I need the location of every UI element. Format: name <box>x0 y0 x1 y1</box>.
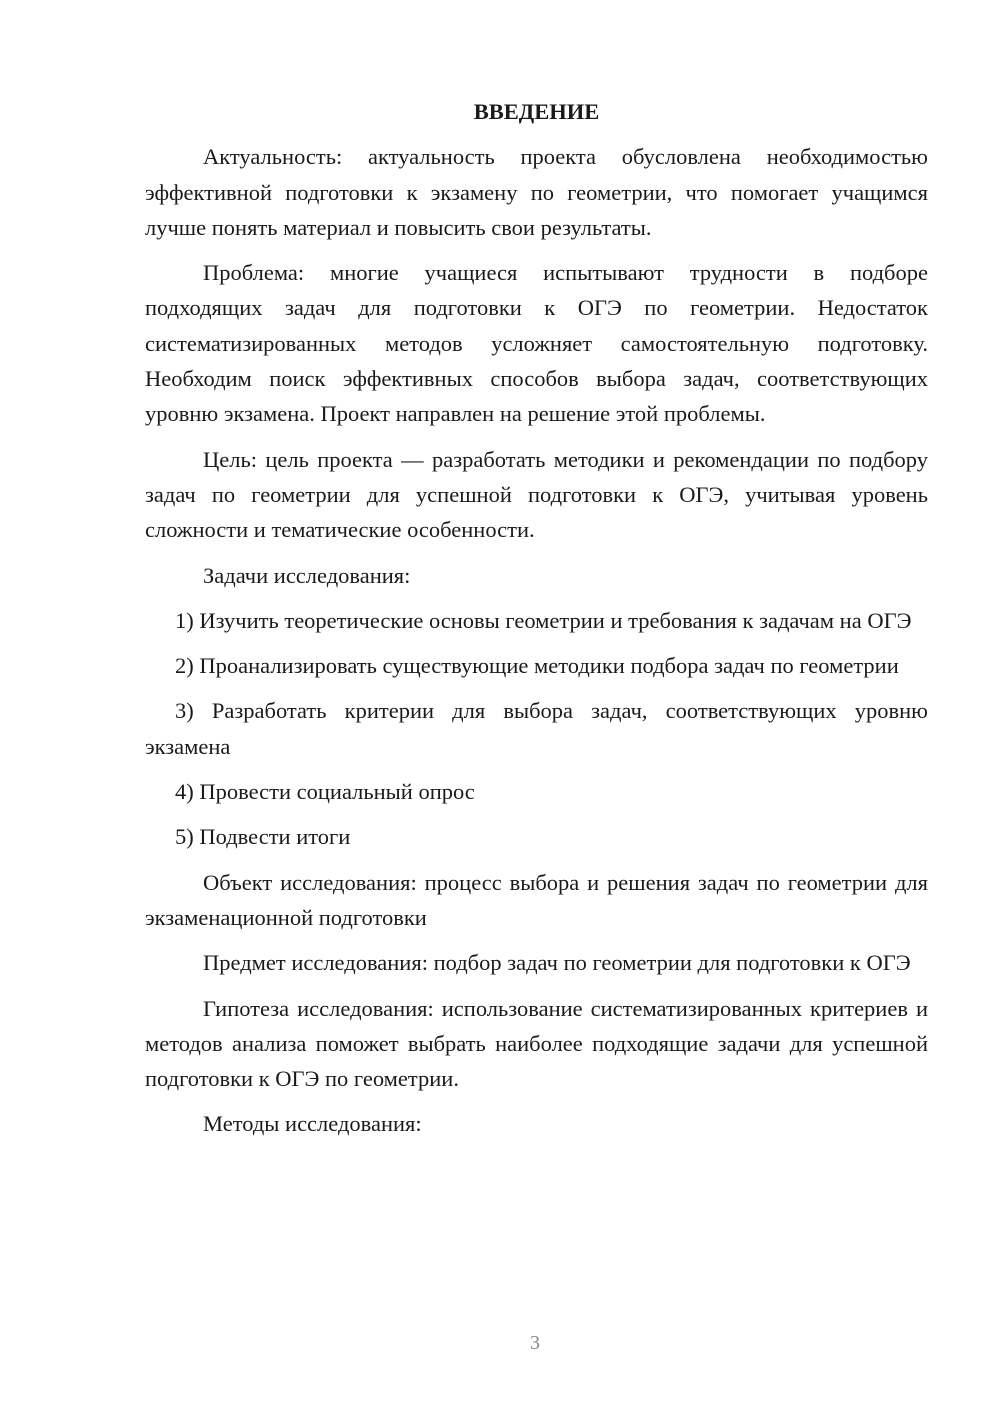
paragraph-problem: Проблема: многие учащиеся испытывают трудности в подборе подходящих задач для подготовки к ОГЭ по геометрии. Недостаток систематизированных методов усложняет самостоятельную подготовку. Необходим поиск эффективных способов выбора задач, соответствующих уровню экзамена. Проект направлен на решение этой проблемы. <box>145 260 928 427</box>
paragraph-relevance: Актуальность: актуальность проекта обусловлена необходимостью эффективной подготовки к экзамену по геометрии, что помогает учащимся лучше понять материал и повысить свои результаты. <box>145 144 928 240</box>
list-item-task-2: 2) Проанализировать существующие методики подбора задач по геометрии <box>175 653 899 679</box>
paragraph-hypothesis: Гипотеза исследования: использование систематизированных критериев и методов анализа поможет выбрать наиболее подходящие задачи для успешной подготовки к ОГЭ по геометрии. <box>145 995 928 1092</box>
list-item-task-5: 5) Подвести итоги <box>175 824 351 850</box>
paragraph-subject: Предмет исследования: подбор задач по геометрии для подготовки к ОГЭ <box>203 950 911 976</box>
paragraph-object: Объект исследования: процесс выбора и решения задач по геометрии для экзаменационной подготовки <box>145 869 928 930</box>
paragraph-goal: Цель: цель проекта — разработать методики и рекомендации по подбору задач по геометрии для успешной подготовки к ОГЭ, учитывая уровень сложности и тематические особенности. <box>145 446 928 543</box>
page-content <box>145 94 928 1152</box>
paragraph-tasks-heading: Задачи исследования: <box>203 562 411 588</box>
list-item-task-3: 3) Разработать критерии для выбора задач, соответствующих уровню экзамена <box>145 698 928 759</box>
list-item-task-1: 1) Изучить теоретические основы геометрии и требования к задачам на ОГЭ <box>175 607 912 633</box>
section-heading: ВВЕДЕНИЕ <box>473 99 600 124</box>
page-number: 3 <box>530 1332 540 1354</box>
paragraph-methods-heading: Методы исследования: <box>203 1111 422 1137</box>
list-item-task-4: 4) Провести социальный опрос <box>175 779 475 805</box>
